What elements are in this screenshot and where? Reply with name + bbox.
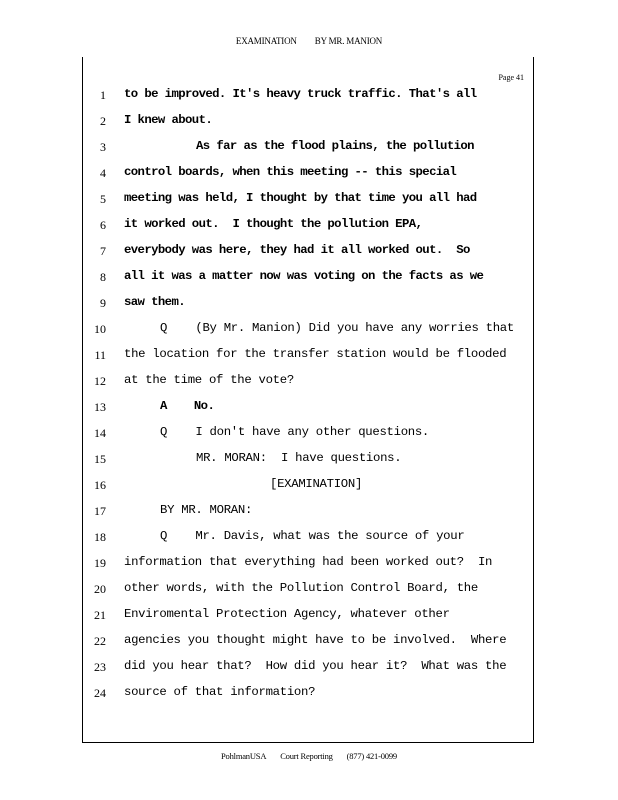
footer-phone: (877) 421-0099 (346, 751, 397, 761)
transcript-line (0, 552, 618, 578)
header-section: EXAMINATION (235, 36, 297, 46)
transcript-line (0, 84, 618, 110)
line-number: 12 (94, 374, 106, 388)
line-text: BY MR. MORAN: (160, 503, 253, 517)
line-text: it worked out. I thought the pollution EPA, (124, 217, 423, 231)
transcript-line (0, 604, 618, 630)
line-text: everybody was here, they had it all worked out. So (124, 243, 470, 257)
line-text: A No. (160, 399, 215, 413)
page-footer (0, 751, 618, 761)
transcript-line (0, 396, 618, 422)
line-number: 16 (94, 478, 106, 492)
transcript-line (0, 474, 618, 500)
transcript-line (0, 630, 618, 656)
line-number: 24 (94, 686, 106, 700)
line-text: [EXAMINATION] (270, 477, 363, 491)
line-number: 19 (94, 556, 106, 570)
transcript-lines (0, 84, 618, 708)
line-number: 9 (100, 296, 106, 310)
footer-service: Court Reporting (280, 751, 333, 761)
transcript-line (0, 162, 618, 188)
line-number: 20 (94, 582, 106, 596)
line-number: 2 (100, 114, 106, 128)
footer-company: PohlmanUSA (221, 751, 267, 761)
line-number: 8 (100, 270, 106, 284)
transcript-line (0, 188, 618, 214)
transcript-line (0, 448, 618, 474)
line-text: other words, with the Pollution Control Board, the (124, 581, 478, 595)
transcript-line (0, 344, 618, 370)
line-text: at the time of the vote? (124, 373, 294, 387)
line-number: 4 (100, 166, 106, 180)
transcript-line (0, 110, 618, 136)
transcript-line (0, 370, 618, 396)
line-text: control boards, when this meeting -- this special (124, 165, 457, 179)
transcript-line (0, 500, 618, 526)
line-number: 15 (94, 452, 106, 466)
header-examiner: BY MR. MANION (314, 36, 383, 46)
transcript-line (0, 292, 618, 318)
line-text: did you hear that? How did you hear it? What was the (124, 659, 507, 673)
line-number: 22 (94, 634, 106, 648)
line-text: meeting was held, I thought by that time you all had (124, 191, 477, 205)
page-number: Page 41 (498, 73, 524, 82)
transcript-line (0, 578, 618, 604)
transcript-line (0, 266, 618, 292)
page-header (0, 36, 618, 46)
line-text: saw them. (124, 295, 186, 309)
line-number: 17 (94, 504, 106, 518)
line-text: all it was a matter now was voting on the facts as we (124, 269, 484, 283)
line-text: Q Mr. Davis, what was the source of your (160, 529, 465, 543)
line-text: source of that information? (124, 685, 316, 699)
line-number: 11 (94, 348, 106, 362)
line-text: the location for the transfer station would be flooded (124, 347, 507, 361)
line-number: 3 (100, 140, 106, 154)
line-text: to be improved. It's heavy truck traffic. That's all (124, 87, 477, 101)
transcript-line (0, 240, 618, 266)
line-text: information that everything had been worked out? In (124, 555, 493, 569)
line-number: 10 (94, 322, 106, 336)
transcript-line (0, 136, 618, 162)
line-number: 7 (100, 244, 106, 258)
line-number: 5 (100, 192, 106, 206)
line-number: 14 (94, 426, 106, 440)
line-text: Q I don't have any other questions. (160, 425, 430, 439)
line-text: Enviromental Protection Agency, whatever other (124, 607, 450, 621)
transcript-line (0, 526, 618, 552)
transcript-line (0, 682, 618, 708)
line-text: As far as the flood plains, the pollution (196, 139, 474, 153)
transcript-line (0, 656, 618, 682)
transcript-line (0, 318, 618, 344)
transcript-line (0, 214, 618, 240)
line-text: MR. MORAN: I have questions. (196, 451, 402, 465)
line-number: 13 (94, 400, 106, 414)
line-number: 6 (100, 218, 106, 232)
line-text: agencies you thought might have to be involved. Where (124, 633, 507, 647)
line-number: 1 (100, 88, 106, 102)
line-text: Q (By Mr. Manion) Did you have any worries that (160, 321, 514, 335)
line-number: 21 (94, 608, 106, 622)
transcript-line (0, 422, 618, 448)
line-text: I knew about. (124, 113, 213, 127)
line-number: 23 (94, 660, 106, 674)
line-number: 18 (94, 530, 106, 544)
